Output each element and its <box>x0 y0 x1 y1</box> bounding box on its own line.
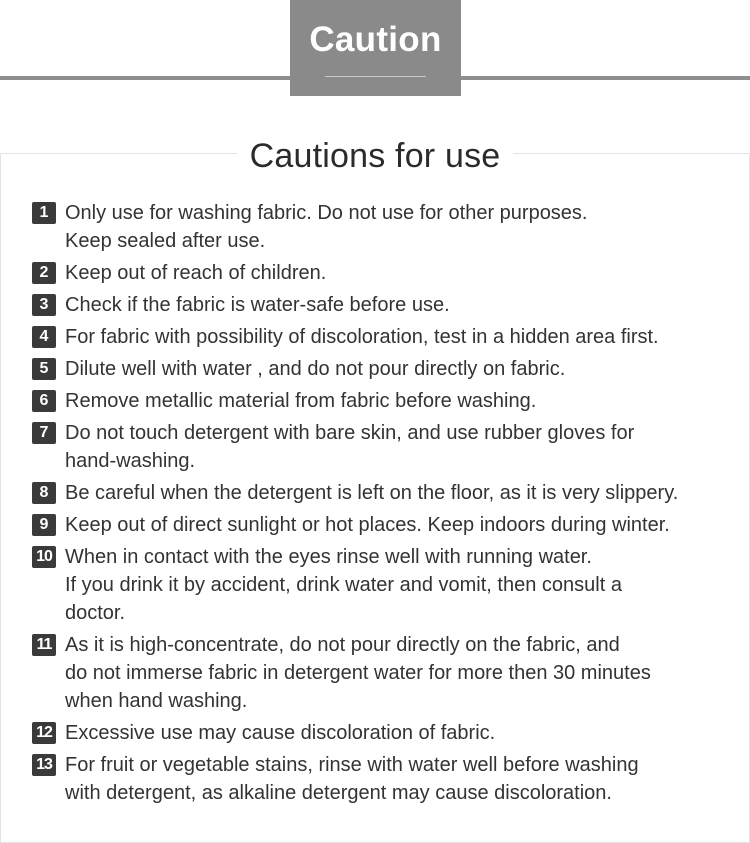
caution-text-line: For fabric with possibility of discoloration, test in a hidden area first. <box>65 326 659 348</box>
caution-text <box>65 259 737 287</box>
caution-item <box>32 291 737 319</box>
caution-number-badge: 11 <box>32 634 56 656</box>
caution-text-line: As it is high-concentrate, do not pour directly on the fabric, and <box>65 634 620 656</box>
caution-text <box>65 291 737 319</box>
caution-item <box>32 543 737 627</box>
caution-text-line: when hand washing. <box>65 690 248 712</box>
caution-item <box>32 751 737 807</box>
caution-item <box>32 631 737 715</box>
caution-item <box>32 511 737 539</box>
caution-number-badge: 4 <box>32 326 56 348</box>
caution-number-badge: 1 <box>32 202 56 224</box>
header-tab <box>290 0 461 96</box>
caution-text-line: If you drink it by accident, drink water and vomit, then consult a <box>65 574 622 596</box>
header-underline <box>325 76 426 77</box>
caution-text-line: do not immerse fabric in detergent water for more then 30 minutes <box>65 662 651 684</box>
caution-text <box>65 751 737 807</box>
header-title: Caution <box>309 20 442 59</box>
caution-text-line: Keep out of reach of children. <box>65 262 327 284</box>
caution-number-badge: 6 <box>32 390 56 412</box>
caution-number-badge: 13 <box>32 754 56 776</box>
section-title: Cautions for use <box>237 134 513 178</box>
caution-text <box>65 323 737 351</box>
caution-item <box>32 259 737 287</box>
caution-text-line: with detergent, as alkaline detergent may cause discoloration. <box>65 782 612 804</box>
caution-text-line: Keep out of direct sunlight or hot places. Keep indoors during winter. <box>65 514 670 536</box>
caution-text-line: When in contact with the eyes rinse well with running water. <box>65 546 592 568</box>
caution-number-badge: 12 <box>32 722 56 744</box>
caution-text <box>65 479 737 507</box>
caution-text-line: Only use for washing fabric. Do not use for other purposes. <box>65 202 588 224</box>
caution-text-line: For fruit or vegetable stains, rinse with water well before washing <box>65 754 639 776</box>
caution-number-badge: 7 <box>32 422 56 444</box>
caution-text <box>65 719 737 747</box>
caution-text <box>65 387 737 415</box>
caution-text <box>65 631 737 715</box>
caution-item <box>32 419 737 475</box>
caution-item <box>32 387 737 415</box>
caution-text-line: Remove metallic material from fabric before washing. <box>65 390 537 412</box>
caution-text <box>65 419 737 475</box>
caution-text-line: doctor. <box>65 602 126 624</box>
caution-text-line: Excessive use may cause discoloration of fabric. <box>65 722 496 744</box>
caution-item <box>32 355 737 383</box>
caution-number-badge: 5 <box>32 358 56 380</box>
caution-text <box>65 199 737 255</box>
caution-item <box>32 323 737 351</box>
caution-text <box>65 355 737 383</box>
caution-text-line: Keep sealed after use. <box>65 230 266 252</box>
caution-number-badge: 9 <box>32 514 56 536</box>
caution-text-line: hand-washing. <box>65 450 196 472</box>
caution-list <box>32 199 737 811</box>
caution-text-line: Dilute well with water , and do not pour directly on fabric. <box>65 358 566 380</box>
caution-number-badge: 10 <box>32 546 56 568</box>
caution-number-badge: 2 <box>32 262 56 284</box>
caution-item <box>32 719 737 747</box>
caution-item <box>32 199 737 255</box>
caution-text <box>65 511 737 539</box>
caution-number-badge: 3 <box>32 294 56 316</box>
caution-number-badge: 8 <box>32 482 56 504</box>
caution-text <box>65 543 737 627</box>
caution-text-line: Check if the fabric is water-safe before use. <box>65 294 450 316</box>
caution-text-line: Be careful when the detergent is left on the floor, as it is very slippery. <box>65 482 679 504</box>
caution-text-line: Do not touch detergent with bare skin, and use rubber gloves for <box>65 422 635 444</box>
caution-item <box>32 479 737 507</box>
